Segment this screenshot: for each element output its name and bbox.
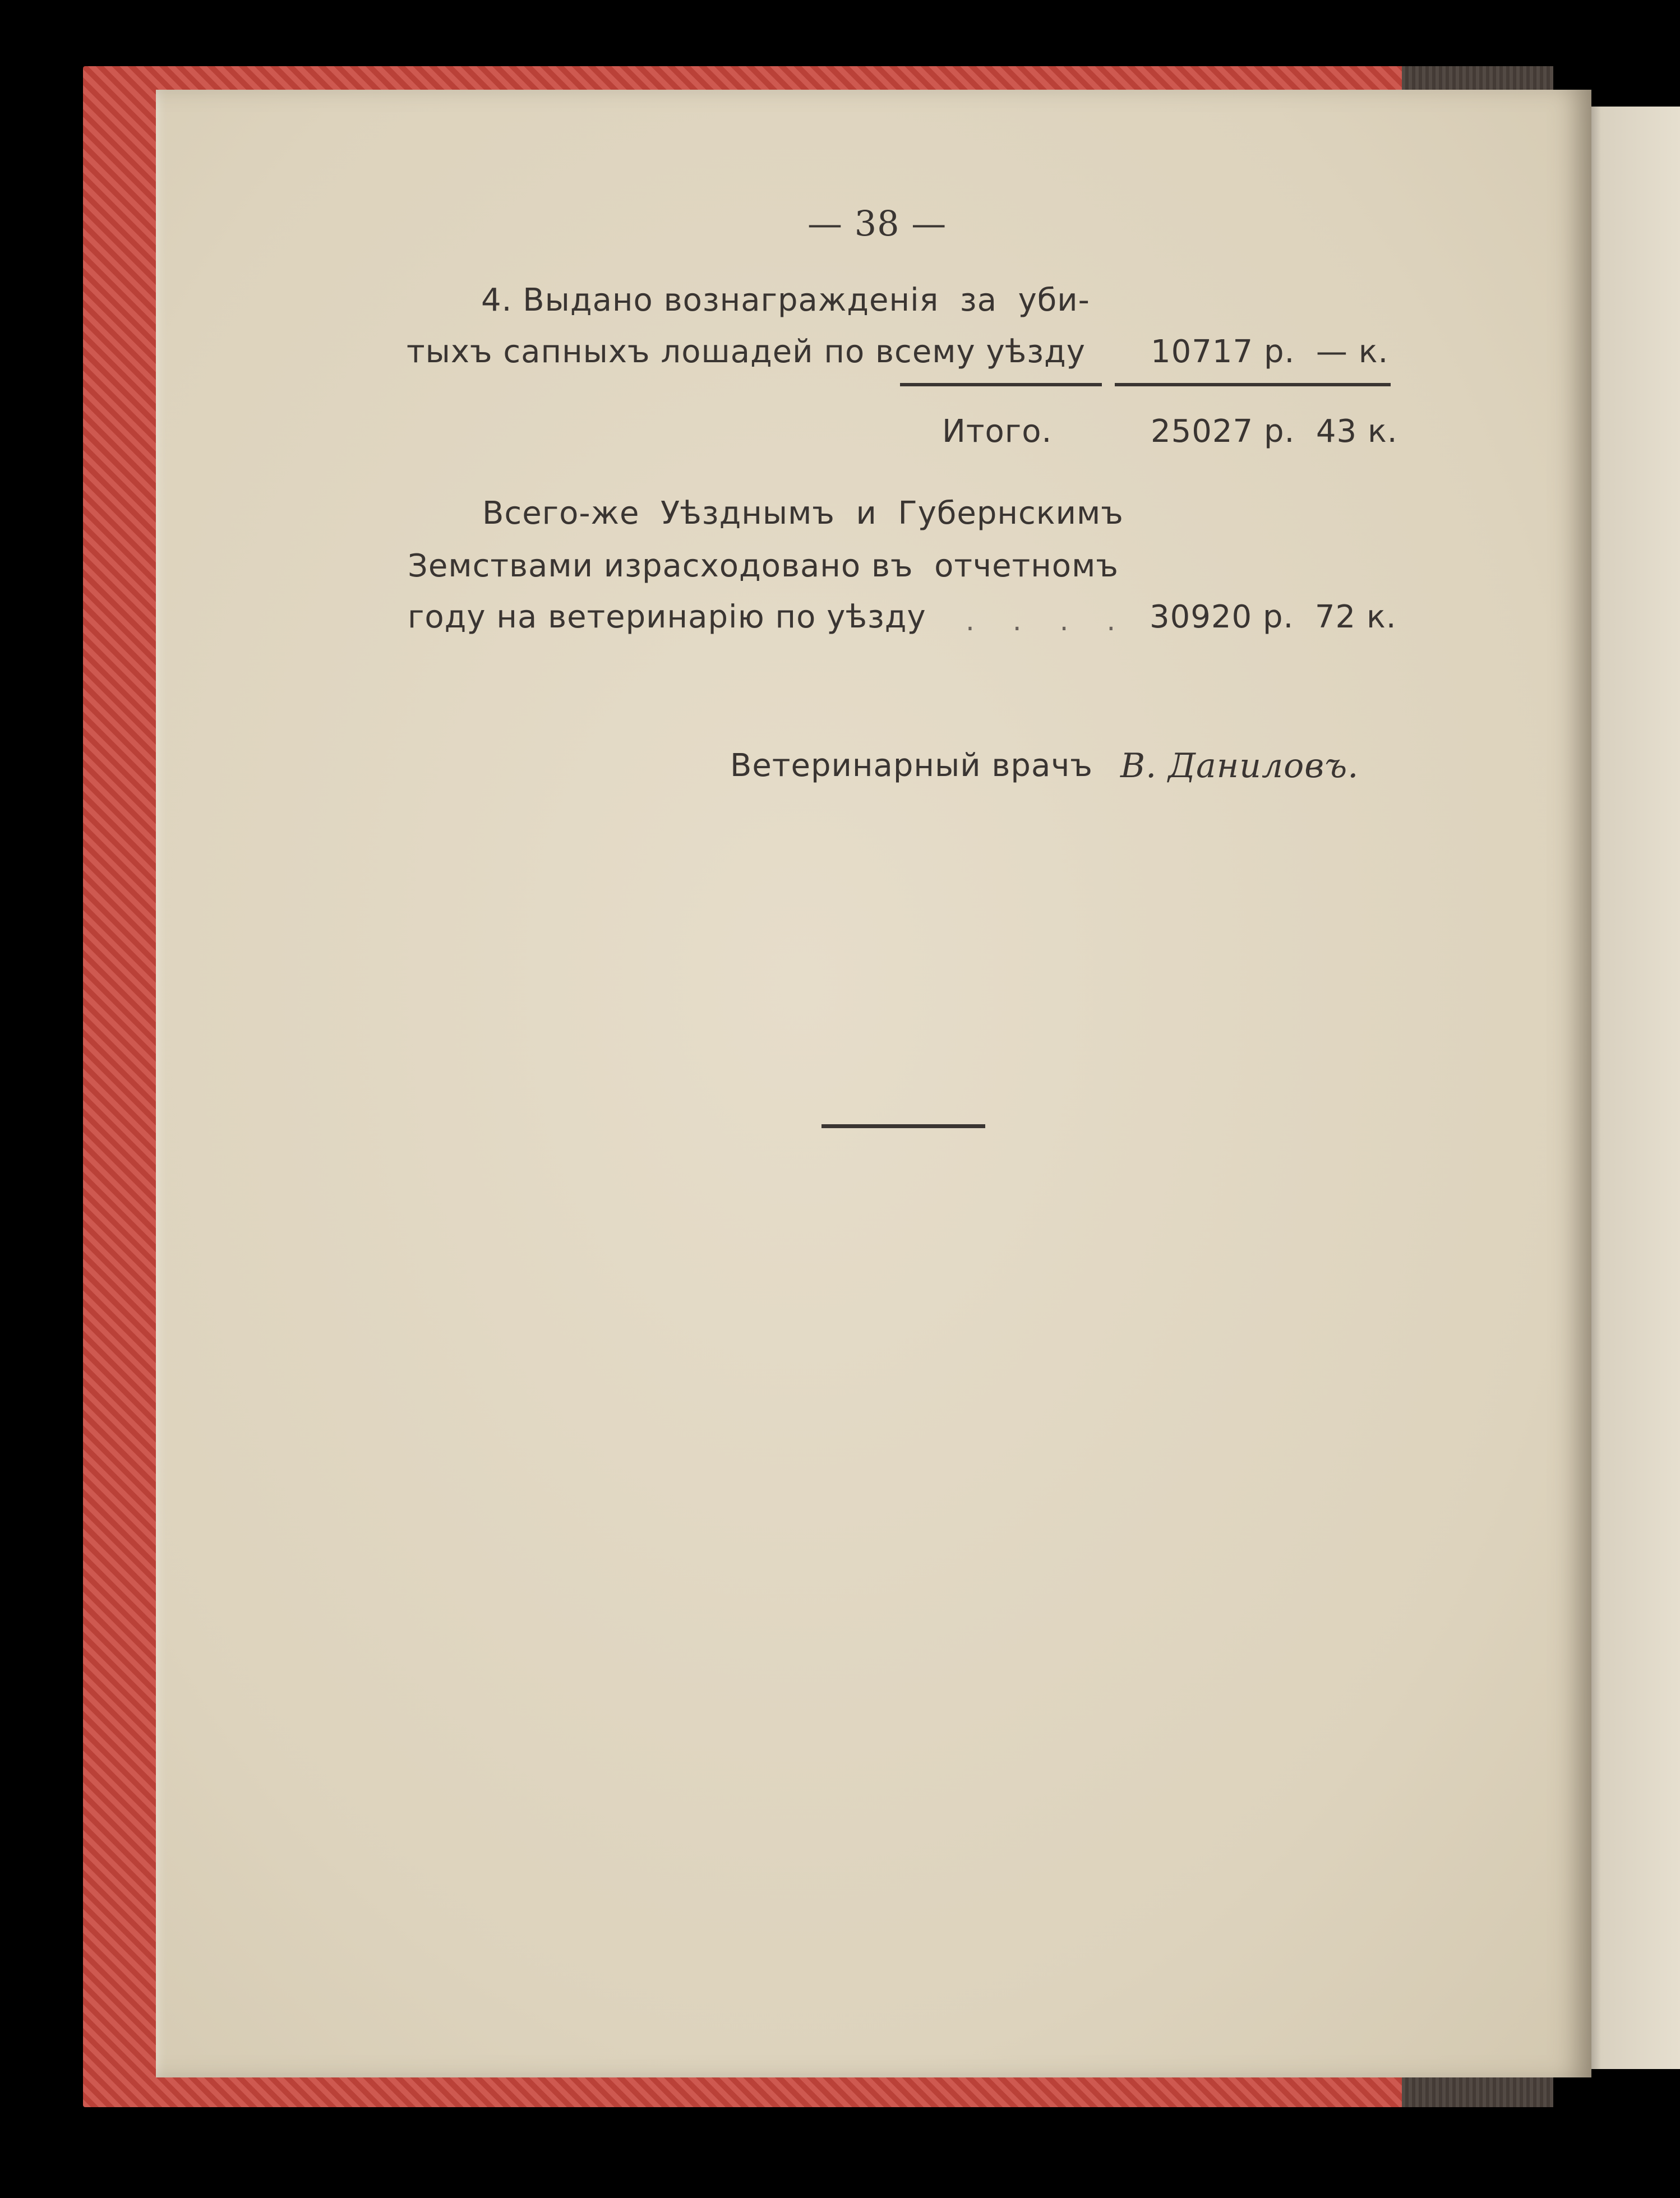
- item4-amount: 10717 р. — к.: [1151, 334, 1389, 370]
- grand-total-line1: Всего-же Уѣзднымъ и Губернскимъ: [482, 495, 1124, 532]
- sum-rule-left: [900, 383, 1102, 386]
- page-number: — 38 —: [807, 203, 947, 244]
- facing-page-edge: [1581, 107, 1680, 2069]
- leader-dots: . . . .: [966, 604, 1130, 637]
- signature-title: Ветеринарный врачъ: [730, 747, 1093, 784]
- sum-rule-right: [1115, 383, 1391, 386]
- closing-rule: [821, 1124, 985, 1128]
- total-label: Итого.: [942, 413, 1053, 450]
- total-amount: 25027 р. 43 к.: [1151, 413, 1398, 450]
- grand-total-amount: 30920 р. 72 к.: [1150, 599, 1397, 635]
- signature-name: В. Даниловъ.: [1120, 746, 1359, 786]
- grand-total-line2: Земствами израсходовано въ отчетномъ: [408, 548, 1119, 584]
- item4-line1: 4. Выдано вознагражденія за уби-: [481, 282, 1090, 318]
- book-page: [156, 90, 1591, 2077]
- grand-total-line3: году на ветеринарію по уѣзду: [408, 599, 926, 635]
- item4-line2: тыхъ сапныхъ лошадей по всему уѣзду: [407, 334, 1086, 370]
